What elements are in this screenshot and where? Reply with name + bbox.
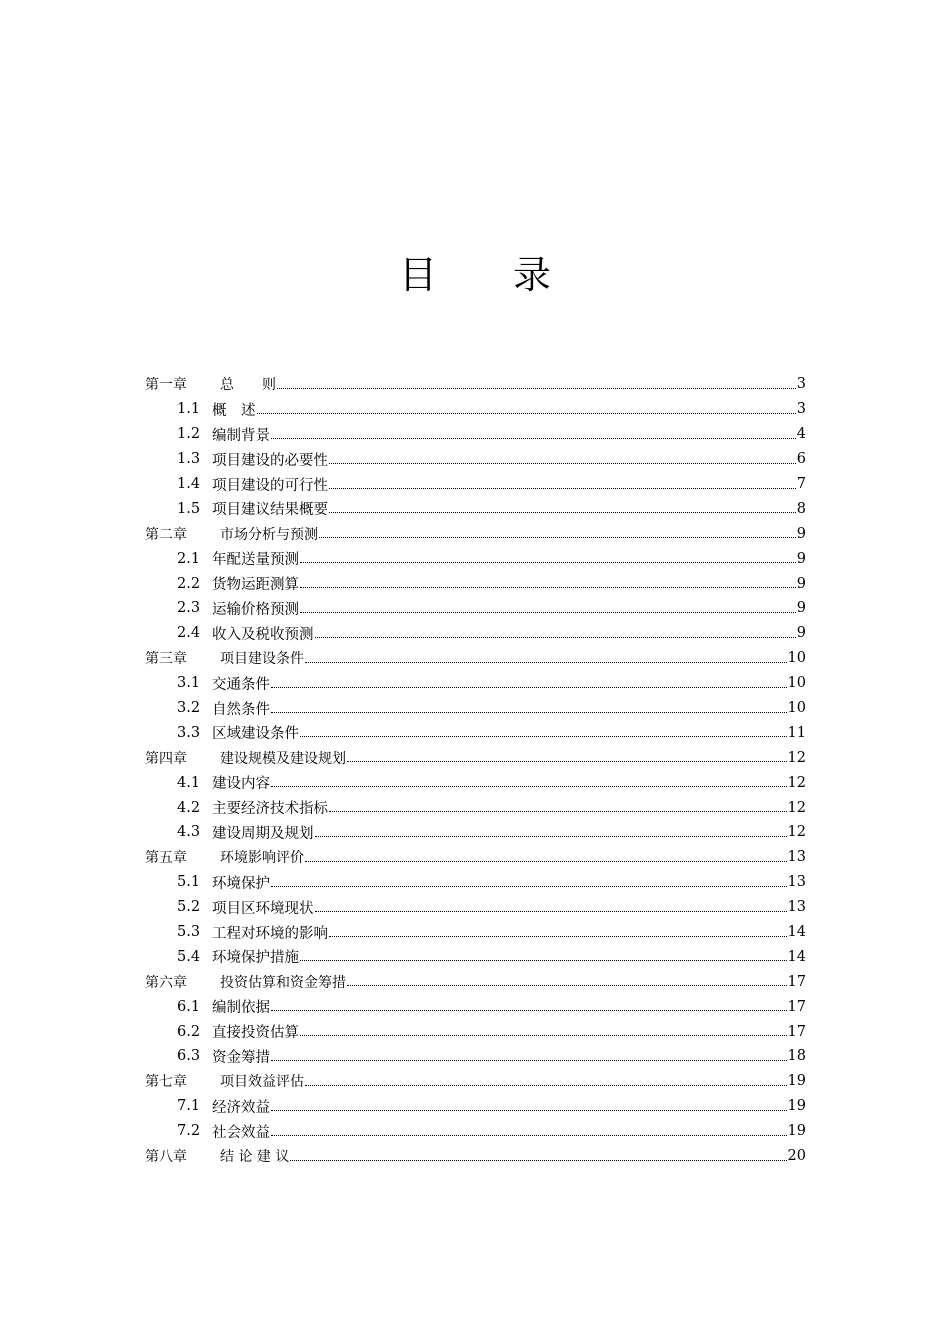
- toc-page-number: 14: [787, 948, 806, 965]
- toc-entry-label: 项目建设条件: [220, 651, 304, 668]
- toc-dot-leader: [271, 438, 796, 439]
- toc-page-number: 11: [787, 724, 806, 741]
- toc-section-entry[interactable]: [145, 1094, 806, 1119]
- toc-page-number: 19: [787, 1098, 806, 1115]
- toc-page-number: 3: [796, 376, 806, 393]
- toc-dot-leader: [315, 637, 796, 638]
- toc-entry-label: 项目区环境现状: [212, 900, 314, 917]
- toc-entry-number: 4.3: [177, 824, 201, 841]
- toc-page-number: 9: [796, 600, 806, 617]
- toc-entry-number: 2.1: [177, 550, 201, 567]
- table-of-contents: [145, 372, 806, 1169]
- toc-chapter-entry[interactable]: [145, 646, 806, 671]
- toc-section-entry[interactable]: [145, 1119, 806, 1144]
- toc-entry-number: 6.2: [177, 1023, 201, 1040]
- toc-entry-number: 1.3: [177, 451, 201, 468]
- toc-entry-label: 运输价格预测: [212, 601, 299, 618]
- toc-entry-label: 项目建设的可行性: [212, 477, 328, 494]
- toc-section-entry[interactable]: [145, 820, 806, 845]
- toc-dot-leader: [305, 662, 787, 663]
- toc-dot-leader: [329, 811, 787, 812]
- toc-entry-label: 建设规模及建设规划: [220, 750, 346, 767]
- toc-entry-number: 3.2: [177, 700, 201, 717]
- toc-page-number: 4: [796, 426, 806, 443]
- toc-entry-label: 收入及税收预测: [212, 626, 314, 643]
- toc-section-entry[interactable]: [145, 546, 806, 571]
- toc-dot-leader: [300, 562, 796, 563]
- toc-entry-number: 第六章: [145, 974, 187, 991]
- toc-page-number: 10: [787, 650, 806, 667]
- toc-entry-label: 主要经济技术指标: [212, 801, 328, 818]
- toc-entry-number: 7.2: [177, 1123, 201, 1140]
- toc-entry-label: 环境保护措施: [212, 950, 299, 967]
- toc-section-entry[interactable]: [145, 496, 806, 521]
- toc-entry-number: 2.4: [177, 625, 201, 642]
- toc-section-entry[interactable]: [145, 870, 806, 895]
- toc-page-number: 17: [787, 973, 806, 990]
- toc-entry-number: 第一章: [145, 377, 187, 394]
- toc-entry-number: 1.4: [177, 476, 201, 492]
- toc-entry-label: 建设周期及规划: [212, 825, 314, 842]
- toc-page-number: 9: [796, 625, 806, 642]
- toc-entry-label: 自然条件: [212, 701, 270, 718]
- toc-entry-label: 经济效益: [212, 1099, 270, 1116]
- toc-entry-label: 项目建议结果概要: [212, 502, 328, 519]
- toc-entry-number: 1.5: [177, 500, 201, 517]
- toc-page-number: 13: [787, 899, 806, 916]
- toc-dot-leader: [329, 512, 796, 513]
- toc-entry-number: 4.2: [177, 799, 201, 816]
- toc-dot-leader: [329, 463, 796, 464]
- toc-entry-label: 区域建设条件: [212, 726, 299, 743]
- toc-dot-leader: [277, 388, 796, 389]
- toc-entry-number: 第三章: [145, 651, 187, 668]
- toc-entry-label: 项目建设的必要性: [212, 452, 328, 469]
- toc-page-number: 9: [796, 550, 806, 567]
- toc-section-entry[interactable]: [145, 397, 806, 422]
- toc-page-number: 6: [796, 451, 806, 468]
- toc-section-entry[interactable]: [145, 447, 806, 472]
- toc-page-number: 7: [796, 476, 806, 492]
- toc-dot-leader: [315, 911, 787, 912]
- toc-dot-leader: [300, 960, 787, 961]
- toc-entry-label: 资金筹措: [212, 1049, 270, 1066]
- toc-dot-leader: [257, 413, 796, 414]
- toc-entry-label: 市场分析与预测: [220, 526, 318, 543]
- toc-dot-leader: [347, 761, 787, 762]
- toc-entry-label: 货物运距测算: [212, 577, 299, 594]
- toc-entry-label: 年配送量预测: [212, 552, 299, 569]
- toc-entry-number: 5.3: [177, 924, 201, 941]
- toc-dot-leader: [271, 687, 787, 688]
- toc-entry-number: 5.4: [177, 948, 201, 965]
- toc-entry-label: 项目效益评估: [220, 1074, 304, 1091]
- toc-page-number: 10: [787, 700, 806, 717]
- toc-entry-label: 直接投资估算: [212, 1025, 299, 1042]
- toc-entry-number: 6.1: [177, 998, 201, 1015]
- toc-dot-leader: [305, 861, 787, 862]
- toc-entry-number: 1.1: [177, 401, 201, 418]
- toc-chapter-entry[interactable]: [145, 1069, 806, 1094]
- toc-section-entry[interactable]: [145, 671, 806, 696]
- toc-entry-number: 5.1: [177, 874, 201, 891]
- toc-dot-leader: [305, 1085, 787, 1086]
- toc-entry-number: 3.1: [177, 675, 201, 692]
- toc-dot-leader: [271, 886, 787, 887]
- toc-entry-label: 概 述: [212, 402, 256, 419]
- toc-dot-leader: [271, 1110, 787, 1111]
- toc-entry-number: 第五章: [145, 850, 187, 867]
- toc-section-entry[interactable]: [145, 920, 806, 945]
- toc-entry-label: 结 论 建 议: [220, 1149, 290, 1166]
- toc-page-number: 17: [787, 1023, 806, 1040]
- toc-section-entry[interactable]: [145, 944, 806, 969]
- toc-section-entry[interactable]: [145, 422, 806, 447]
- toc-entry-number: 第七章: [145, 1074, 187, 1091]
- toc-page-number: 3: [796, 401, 806, 418]
- toc-section-entry[interactable]: [145, 571, 806, 596]
- toc-entry-number: 5.2: [177, 899, 201, 916]
- toc-entry-number: 第八章: [145, 1149, 187, 1166]
- toc-page-number: 17: [787, 998, 806, 1015]
- toc-entry-label: 编制背景: [212, 427, 270, 444]
- toc-chapter-entry[interactable]: [145, 1144, 806, 1169]
- toc-chapter-entry[interactable]: [145, 969, 806, 994]
- toc-dot-leader: [319, 537, 796, 538]
- toc-dot-leader: [271, 1060, 787, 1061]
- toc-entry-label: 投资估算和资金筹措: [220, 974, 346, 991]
- toc-chapter-entry[interactable]: [145, 745, 806, 770]
- toc-section-entry[interactable]: [145, 1019, 806, 1044]
- toc-entry-number: 2.3: [177, 600, 201, 617]
- toc-entry-number: 6.3: [177, 1048, 201, 1065]
- toc-section-entry[interactable]: [145, 994, 806, 1019]
- toc-page-number: 18: [787, 1048, 806, 1065]
- toc-page-number: 8: [796, 500, 806, 517]
- toc-dot-leader: [300, 736, 787, 737]
- toc-section-entry[interactable]: [145, 472, 806, 497]
- toc-entry-number: 1.2: [177, 426, 201, 443]
- toc-entry-label: 建设内容: [212, 776, 270, 793]
- toc-dot-leader: [271, 1010, 787, 1011]
- toc-section-entry[interactable]: [145, 696, 806, 721]
- toc-entry-label: 环境保护: [212, 875, 270, 892]
- toc-chapter-entry[interactable]: [145, 521, 806, 546]
- toc-dot-leader: [329, 936, 787, 937]
- toc-dot-leader: [300, 587, 796, 588]
- toc-entry-number: 第二章: [145, 526, 187, 543]
- toc-page-number: 19: [787, 1123, 806, 1140]
- toc-entry-label: 工程对环境的影响: [212, 925, 328, 942]
- toc-section-entry[interactable]: [145, 895, 806, 920]
- toc-page-number: 13: [787, 874, 806, 891]
- toc-section-entry[interactable]: [145, 770, 806, 795]
- toc-section-entry[interactable]: [145, 596, 806, 621]
- toc-entry-number: 2.2: [177, 575, 201, 592]
- toc-section-entry[interactable]: [145, 1044, 806, 1069]
- toc-page-number: 12: [787, 749, 806, 766]
- page-title: 目 录: [398, 253, 551, 297]
- toc-entry-number: 3.3: [177, 724, 201, 741]
- toc-entry-label: 总 则: [220, 377, 276, 394]
- toc-page-number: 13: [787, 849, 806, 866]
- toc-dot-leader: [271, 1135, 787, 1136]
- toc-dot-leader: [329, 488, 796, 489]
- toc-page-number: 10: [787, 675, 806, 692]
- toc-entry-label: 环境影响评价: [220, 850, 304, 867]
- toc-page-number: 19: [787, 1073, 806, 1090]
- toc-page-number: 9: [796, 575, 806, 592]
- toc-page-number: 12: [787, 824, 806, 841]
- toc-page-number: 12: [787, 774, 806, 791]
- toc-page-number: 14: [787, 924, 806, 941]
- toc-entry-number: 7.1: [177, 1098, 201, 1115]
- toc-dot-leader: [315, 836, 787, 837]
- toc-dot-leader: [300, 1035, 787, 1036]
- toc-chapter-entry[interactable]: [145, 372, 806, 397]
- toc-dot-leader: [271, 786, 787, 787]
- toc-chapter-entry[interactable]: [145, 845, 806, 870]
- toc-entry-number: 第四章: [145, 750, 187, 767]
- toc-entry-label: 社会效益: [212, 1124, 270, 1141]
- toc-dot-leader: [271, 712, 787, 713]
- toc-section-entry[interactable]: [145, 795, 806, 820]
- toc-section-entry[interactable]: [145, 720, 806, 745]
- toc-page-number: 20: [787, 1148, 806, 1165]
- toc-entry-number: 4.1: [177, 774, 201, 791]
- toc-dot-leader: [347, 985, 787, 986]
- toc-page-number: 12: [787, 799, 806, 816]
- toc-entry-label: 交通条件: [212, 676, 270, 693]
- toc-dot-leader: [290, 1160, 786, 1161]
- toc-dot-leader: [300, 612, 796, 613]
- toc-page-number: 9: [796, 525, 806, 542]
- toc-entry-label: 编制依据: [212, 1000, 270, 1017]
- toc-section-entry[interactable]: [145, 621, 806, 646]
